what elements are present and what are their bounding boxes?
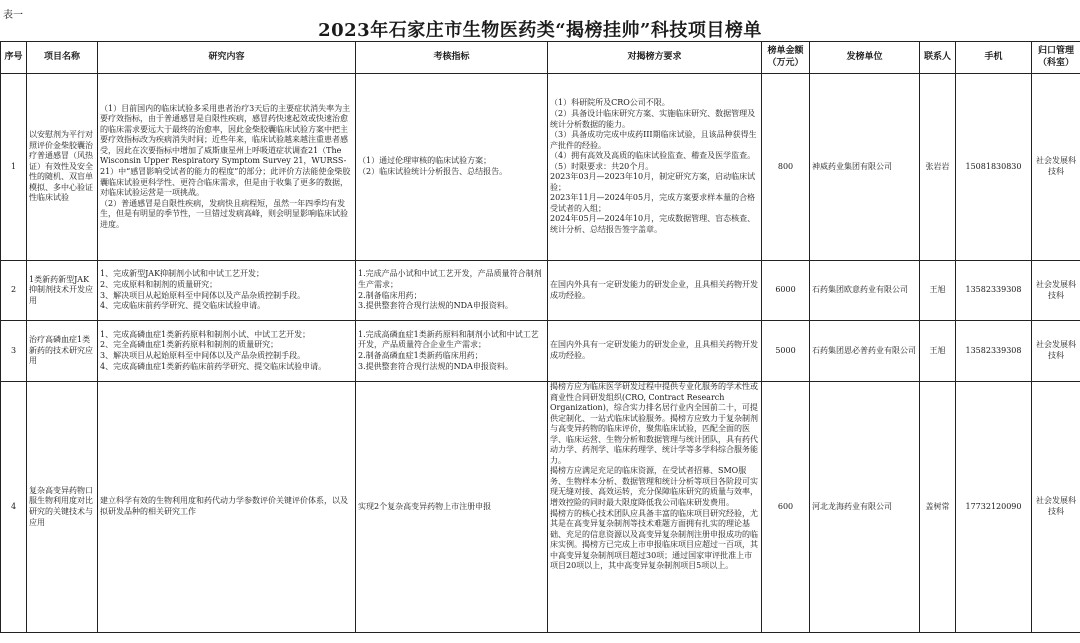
- row-requirement: 在国内外具有一定研发能力的研发企业，且具相关药物开发成功经验。: [548, 261, 762, 321]
- row-no: 1: [1, 74, 27, 261]
- table-header-row: [1, 42, 1080, 74]
- row-name: 以安慰剂为平行对照评价金柴胶囊治疗普通感冒（风热证）有效性及安全性的随机、双盲单模拟、多中心验证性临床试验: [27, 74, 98, 261]
- header-no: 序号: [1, 42, 27, 74]
- table-row: [1, 382, 1080, 633]
- header-contact: 联系人: [920, 42, 956, 74]
- row-unit: 神威药业集团有限公司: [810, 74, 920, 261]
- row-name: 1类新药新型JAK抑制剂技术开发应用: [27, 261, 98, 321]
- row-phone: 13582339308: [956, 321, 1032, 382]
- row-amount: 5000: [762, 321, 810, 382]
- row-research: 1、完成高磷血症1类新药原料和制剂小试、中试工艺开发； 2、完全高磷血症1类新药原料和制剂的质量研究； 3、解决项目从起始原料至中间体以及产品杂质控制手段。 4、完成高磷血症1类新药临床前药学研究、提交临床试验申请。: [98, 321, 356, 382]
- project-table: [0, 41, 1080, 633]
- row-amount: 6000: [762, 261, 810, 321]
- row-phone: 17732120090: [956, 382, 1032, 633]
- header-dept: 归口管理（科室）: [1032, 42, 1080, 74]
- row-unit: 石药集团欧意药业有限公司: [810, 261, 920, 321]
- header-amount: 榜单金额（万元）: [762, 42, 810, 74]
- row-requirement: 在国内外具有一定研发能力的研发企业，且具相关药物开发成功经验。: [548, 321, 762, 382]
- header-phone: 手机: [956, 42, 1032, 74]
- row-contact: 盖树常: [920, 382, 956, 633]
- table-row: [1, 261, 1080, 321]
- row-research: （1）目前国内的临床试验多采用患者治疗3天后的主要症状消失率为主要疗效指标，由于普通感冒是自限性疾病，感冒药快速起效或快速治愈的临床需求要远大于最终的治愈率，因此金柴胶囊临床试验方案中把主要疗效指标改为疾病消失时间；近些年来，临床试验越来越注重患者感受，因此在次要指标中增加了威斯康星州上呼吸道症状调查21（The Wisconsin Upper Respiratory Symptom Survey 21，WURSS-21）中“感冒影响受试者的能力的程度”的部分；此评价方法能使金柴胶囊临床试验更科学性、更符合临床需求，但是由于收集了更多的数据，对临床试验运营是一项挑战。 （2）普通感冒是自限性疾病，发病快且病程短，虽然一年四季均有发生，但是有明显的季节性，一旦错过发病高峰，则会明显影响临床试验进度。: [98, 74, 356, 261]
- row-phone: 13582339308: [956, 261, 1032, 321]
- row-no: 4: [1, 382, 27, 633]
- document-label: 表一: [3, 10, 23, 21]
- row-requirement: 揭榜方应为临床医学研发过程中提供专业化服务的学术性或商业性合同研发组织(CRO, Contract Research Organization)，综合实力排名居行业内全国前二十，可提供定制化、一站式临床试验服务。揭榜方应致力于复杂制剂与高变异药物的临床评价，聚焦临床试验，匹配全面的医学、临床运营、生物分析和数据管理与统计团队，具有药代动力学、药剂学、临床药理学、统计学等多学科综合服务能力。 揭榜方应满足充足的临床资源，在受试者招募、SMO服务、生物样本分析、数据管理和统计分析等项目各阶段可实现无缝对接、高效运转，充分保障临床研究的质量与效率，增效控险的同时最大限度降低我公司临床研发费用。 揭榜方的核心技术团队应具备丰富的临床项目研究经验，尤其是在高变异复杂制剂等技术难题方面拥有扎实的理论基础、充足的信息资源以及高变异复杂制剂注册申报成功的临床实例。揭榜方已完成上市申报临床项目应超过一百项，其中高变异复杂制剂项目超过30项；通过国家审评批准上市项目20项以上，其中高变异复杂制剂项目5项以上。: [550, 382, 758, 571]
- header-requirement: 对揭榜方要求: [548, 42, 762, 74]
- row-contact: 张岩岩: [920, 74, 956, 261]
- row-indicator: 1.完成产品小试和中试工艺开发，产品质量符合制剂生产需求； 2.制备临床用药； 3.提供整套符合现行法规的NDA申报资料。: [356, 261, 548, 321]
- document-title: 2023年石家庄市生物医药类“揭榜挂帅”科技项目榜单: [318, 20, 762, 41]
- row-dept: 社会发展科技科: [1032, 321, 1080, 382]
- row-no: 2: [1, 261, 27, 321]
- row-no: 3: [1, 321, 27, 382]
- table-row: [1, 74, 1080, 261]
- table-row: [1, 321, 1080, 382]
- header-name: 项目名称: [27, 42, 98, 74]
- row-name: 复杂高变异药物口服生物利用度对比研究的关键技术与应用: [27, 382, 98, 633]
- row-indicator: 实现2个复杂高变异药物上市注册申报: [356, 382, 548, 633]
- row-amount: 600: [762, 382, 810, 633]
- row-indicator: （1）通过伦理审核的临床试验方案； （2）临床试验统计分析报告、总结报告。: [356, 74, 548, 261]
- row-unit: 石药集团恩必普药业有限公司: [810, 321, 920, 382]
- row-amount: 800: [762, 74, 810, 261]
- row-contact: 王旭: [920, 261, 956, 321]
- row-name: 治疗高磷血症1类新药的技术研究应用: [27, 321, 98, 382]
- row-dept: 社会发展科技科: [1032, 261, 1080, 321]
- row-indicator: 1.完成高磷血症1类新药原料和制剂小试和中试工艺开发，产品质量符合企业生产需求； 2.制备高磷血症1类新药临床用药； 3.提供整套符合现行法规的NDA申报资料。: [356, 321, 548, 382]
- row-requirement: （1）科研院所及CRO公司不限。 （2）具备设计临床研究方案、实施临床研究、数据管理及统计分析数据的能力。 （3）具备成功完成中成药III期临床试验，且该品种获得生产批件的经验。 （4）拥有高效及高质的临床试验监查、稽查及医学监查。 （5）时限要求：共20个月。 2023年03月—2023年10月，制定研究方案，启动临床试验； 2023年11月—2024年05月，完成方案要求样本量的合格受试者的入组； 2024年05月—2024年10月，完成数据管理、盲态核查、统计分析、总结报告签字盖章。: [548, 74, 762, 261]
- row-research: 1、完成新型JAK抑制剂小试和中试工艺开发； 2、完成原料和制剂的质量研究； 3、解决项目从起始原料至中间体以及产品杂质控制手段。 4、完成临床前药学研究、提交临床试验申请。: [98, 261, 356, 321]
- header-research: 研究内容: [98, 42, 356, 74]
- row-contact: 王旭: [920, 321, 956, 382]
- header-unit: 发榜单位: [810, 42, 920, 74]
- row-dept: 社会发展科技科: [1032, 382, 1080, 633]
- header-indicator: 考核指标: [356, 42, 548, 74]
- row-phone: 15081830830: [956, 74, 1032, 261]
- row-unit: 河北龙海药业有限公司: [810, 382, 920, 633]
- row-dept: 社会发展科技科: [1032, 74, 1080, 261]
- row-research: 建立科学有效的生物利用度和药代动力学参数评价关键评价体系，以及拟研发品种的相关研究工作: [98, 382, 356, 633]
